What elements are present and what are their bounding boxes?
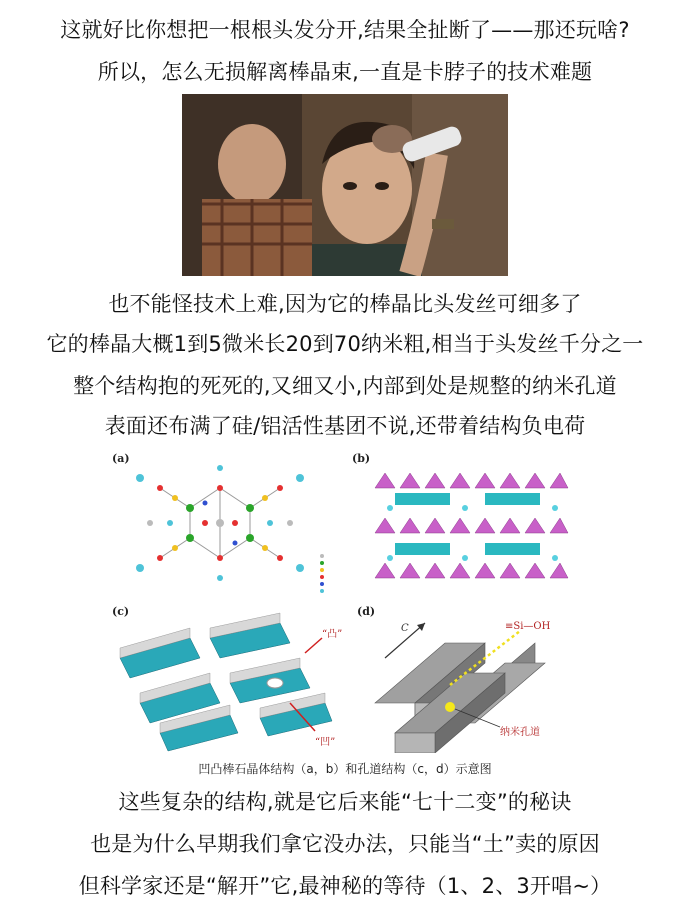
nano-channel-label: 纳米孔道 — [500, 727, 540, 738]
silanol-label: ≡Si—OH — [505, 621, 551, 632]
panel-b-polyhedra-structure — [350, 448, 570, 598]
convex-label: “凸” — [322, 629, 343, 640]
panel-d-label: (d) — [357, 605, 376, 618]
panel-b-label: (b) — [352, 452, 371, 465]
panel-a-atomic-structure — [110, 448, 335, 598]
text-line-3: 也不能怪技术上难,因为它的棒晶比头发丝可细多了 — [108, 292, 582, 316]
figure-caption: 凹凸棒石晶体结构（a，b）和孔道结构（c，d）示意图 — [198, 762, 492, 776]
text-line-1: 这就好比你想把一根根头发分开,结果全扯断了——那还玩啥? — [60, 18, 630, 42]
crystal-structure-figure — [110, 448, 570, 756]
text-line-2: 所以，怎么无损解离棒晶束,一直是卡脖子的技术难题 — [97, 60, 593, 84]
text-line-6: 表面还布满了硅/铝活性基团不说,还带着结构负电荷 — [104, 414, 586, 438]
channel-3d-diagram — [110, 603, 350, 753]
movie-still-photo — [182, 94, 508, 276]
text-line-5: 整个结构抱的死死的,又细又小,内部到处是规整的纳米孔道 — [73, 374, 617, 398]
concave-label: “凹” — [315, 737, 336, 748]
text-line-8: 也是为什么早期我们拿它没办法，只能当“土”卖的原因 — [90, 832, 600, 856]
atom-model-diagram — [110, 448, 335, 598]
panel-c-label: (c) — [112, 605, 130, 618]
panel-a-label: (a) — [112, 452, 130, 465]
text-line-9: 但科学家还是“解开”它,最神秘的等待（1、2、3开唱~） — [78, 874, 612, 898]
haircut-scene-image — [182, 94, 508, 276]
panel-c-channel-structure — [110, 603, 350, 753]
text-line-7: 这些复杂的结构,就是它后来能“七十二变”的秘诀 — [118, 790, 572, 814]
panel-d-nanochannel-diagram — [355, 603, 570, 753]
c-axis-label: C — [401, 623, 409, 634]
polyhedra-diagram — [350, 448, 570, 598]
text-line-4: 它的棒晶大概1到5微米长20到70纳米粗,相当于头发丝千分之一 — [46, 332, 644, 356]
